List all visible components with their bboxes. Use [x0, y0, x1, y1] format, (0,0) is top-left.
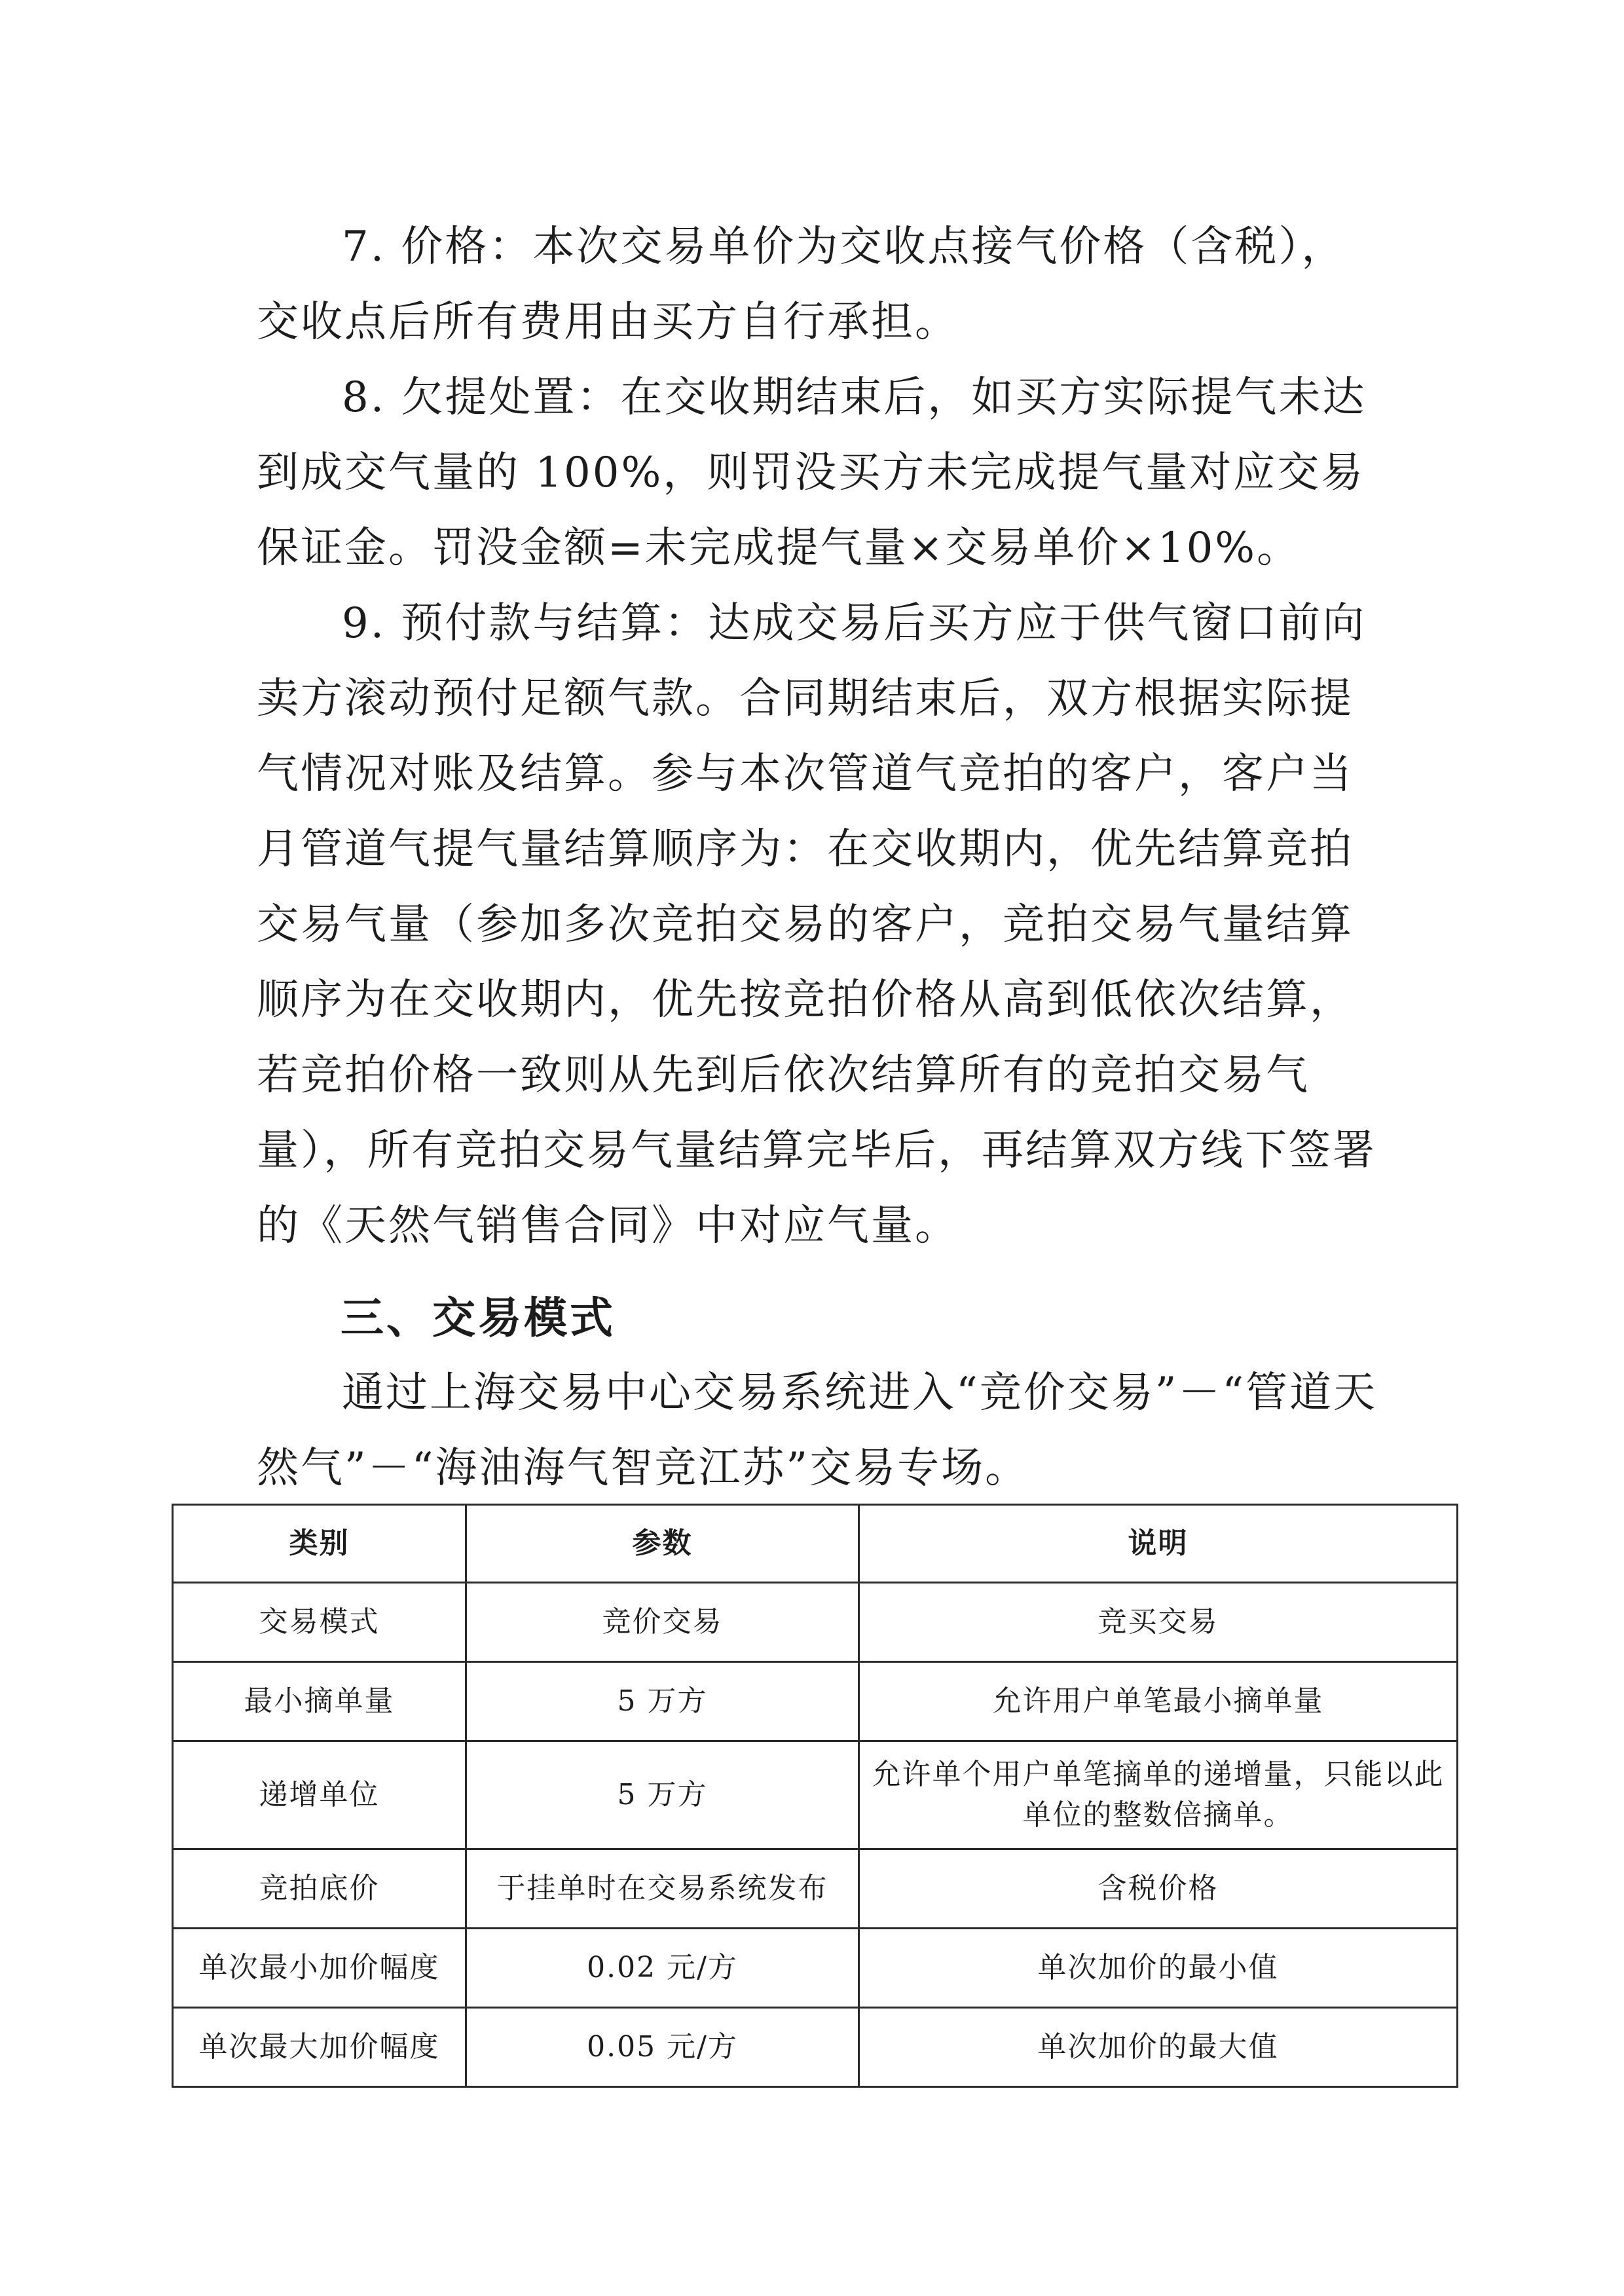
table-row	[173, 2008, 1458, 2087]
table-row	[173, 1849, 1458, 1929]
table-cell: 交易模式	[173, 1583, 466, 1662]
trading-parameters-table	[172, 1504, 1458, 2088]
table-cell: 0.02 元/方	[466, 1929, 859, 2008]
table-cell: 含税价格	[859, 1849, 1458, 1929]
paragraph-trading-mode: 通过上海交易中心交易系统进入“竞价交易”－“管道天然气”－“海油海气智竞江苏”交易专场。	[257, 1369, 1378, 1492]
table-cell: 竞拍底价	[173, 1849, 466, 1929]
table-cell: 允许用户单笔最小摘单量	[859, 1662, 1458, 1741]
table-row	[173, 1929, 1458, 2008]
table-cell: 竞买交易	[859, 1583, 1458, 1662]
table-cell: 单次加价的最小值	[859, 1929, 1458, 2008]
table-cell: 0.05 元/方	[466, 2008, 859, 2087]
paragraph-prepayment-settlement: 9. 预付款与结算：达成交易后买方应于供气窗口前向卖方滚动预付足额气款。合同期结束后，双方根据实际提气情况对账及结算。参与本次管道气竞拍的客户，客户当月管道气提气量结算顺序为：在交收期内，优先结算竞拍交易气量（参加多次竞拍交易的客户，竞拍交易气量结算顺序为在交收期内，优先按竞拍价格从高到低依次结算，若竞拍价格一致则从先到后依次结算所有的竞拍交易气量），所有竞拍交易气量结算完毕后，再结算双方线下签署的《天然气销售合同》中对应气量。	[257, 599, 1376, 1250]
table-row	[173, 1583, 1458, 1662]
table-header-row	[173, 1505, 1458, 1583]
header-category: 类别	[173, 1505, 466, 1583]
table-cell: 单次最小加价幅度	[173, 1929, 466, 2008]
table-cell: 5 万方	[466, 1741, 859, 1849]
table-cell: 竞价交易	[466, 1583, 859, 1662]
table-cell: 单次最大加价幅度	[173, 2008, 466, 2087]
header-parameter: 参数	[466, 1505, 859, 1583]
table-row	[173, 1741, 1458, 1849]
header-description: 说明	[859, 1505, 1458, 1583]
table-cell: 允许单个用户单笔摘单的递增量，只能以此单位的整数倍摘单。	[859, 1741, 1458, 1849]
table-cell: 最小摘单量	[173, 1662, 466, 1741]
table-cell: 5 万方	[466, 1662, 859, 1741]
table-cell: 于挂单时在交易系统发布	[466, 1849, 859, 1929]
paragraph-under-lifting-penalty: 8. 欠提处置：在交收期结束后，如买方实际提气未达到成交气量的 100%，则罚没买方未完成提气量对应交易保证金。罚没金额=未完成提气量×交易单价×10%。	[257, 373, 1367, 572]
table-cell: 递增单位	[173, 1741, 466, 1849]
paragraph-price: 7. 价格：本次交易单价为交收点接气价格（含税），交收点后所有费用由买方自行承担。	[257, 223, 1346, 346]
section-heading-trading-mode: 三、交易模式	[341, 1293, 616, 1343]
table-cell: 单次加价的最大值	[859, 2008, 1458, 2087]
table-row	[173, 1662, 1458, 1741]
